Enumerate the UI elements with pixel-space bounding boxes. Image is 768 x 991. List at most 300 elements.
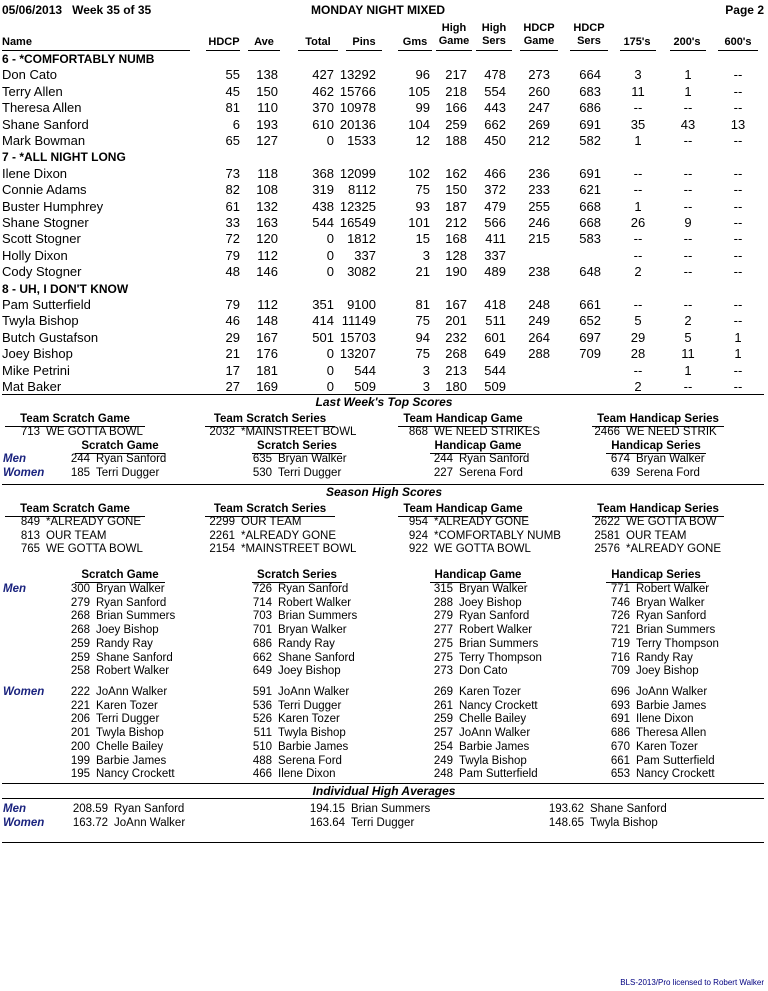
bowler-row [0, 264, 768, 280]
stat-cell: 75 [415, 346, 430, 362]
score-value: 714 [252, 596, 272, 609]
bowler-or-team-name: Terri Dugger [351, 817, 415, 829]
bowler-or-team-name: Don Cato [459, 665, 508, 678]
score-entry [244, 727, 346, 740]
stat-cell: 438 [312, 198, 334, 214]
section-rule [2, 842, 764, 843]
stat-cell: 104 [408, 116, 430, 132]
score-entry [68, 803, 184, 816]
stat-cell: 55 [225, 67, 240, 83]
stat-cell: 544 [354, 362, 376, 378]
bowler-name: Joey Bishop [2, 346, 73, 362]
stat-cell: 0 [326, 264, 334, 280]
bowler-or-team-name: Barbie James [459, 740, 530, 753]
score-value: 275 [433, 637, 453, 650]
stat-cell: 163 [256, 215, 278, 230]
bowler-name: Scott Stogner [2, 231, 81, 247]
score-value: 258 [70, 665, 90, 678]
score-entry [588, 543, 721, 556]
bowler-name: Pam Sutterfield [2, 297, 91, 312]
bowler-or-team-name: Serena Ford [636, 467, 700, 479]
score-entry [425, 727, 530, 740]
license-footer: BLS-2013/Pro licensed to Robert Walker [620, 978, 764, 987]
score-value: 924 [408, 529, 428, 542]
stat-cell: 249 [528, 313, 550, 329]
bowler-or-team-name: Randy Ray [636, 651, 693, 664]
column-header [398, 36, 432, 49]
stat-cell: 213 [445, 362, 467, 378]
column-header-text: HDCP [208, 36, 240, 48]
score-entry [62, 624, 159, 637]
stat-cell: 489 [484, 264, 506, 280]
individual-header: Handicap Series [606, 440, 706, 454]
stat-cell: 264 [528, 329, 550, 345]
stat-cell: 236 [528, 165, 550, 181]
bowler-or-team-name: *COMFORTABLY NUMB [434, 529, 561, 542]
score-value: 662 [252, 651, 272, 664]
stat-cell: 501 [312, 329, 334, 345]
bowler-or-team-name: JoAnn Walker [96, 686, 168, 698]
section-title: Last Week's Top Scores [315, 395, 453, 409]
bowler-or-team-name: Brian Summers [278, 610, 358, 623]
score-value: 771 [610, 583, 630, 595]
score-value: 536 [252, 699, 272, 712]
score-entry [205, 516, 302, 529]
bowler-or-team-name: OUR TEAM [626, 529, 687, 542]
score-entry [600, 624, 715, 637]
stat-cell: 662 [484, 116, 506, 132]
score-entry [68, 817, 185, 830]
score-value: 868 [408, 426, 428, 438]
score-entry [425, 453, 529, 466]
stat-cell: 621 [579, 182, 601, 198]
bowler-or-team-name: WE GOTTA BOW [626, 516, 717, 528]
score-entry [244, 453, 347, 466]
team-row [0, 281, 768, 297]
stat-cell: 411 [485, 231, 506, 247]
stat-cell: -- [633, 182, 643, 198]
column-header [620, 36, 654, 49]
bowler-or-team-name: Terri Dugger [96, 467, 160, 479]
bowler-or-team-name: Randy Ray [278, 637, 335, 650]
bowler-or-team-name: Bryan Walker [636, 596, 705, 609]
team-header: Team Handicap Game [398, 413, 528, 427]
stat-cell: 319 [312, 182, 334, 198]
bowler-row [0, 67, 768, 83]
bowler-or-team-name: Theresa Allen [636, 727, 707, 740]
score-value: 275 [433, 651, 453, 664]
stat-cell: 43 [680, 116, 696, 132]
score-value: 2154 [209, 543, 235, 555]
bowler-row [0, 231, 768, 247]
bowler-or-team-name: Terry Thompson [636, 637, 719, 650]
stat-cell: 269 [528, 116, 550, 132]
score-value: 268 [70, 610, 90, 623]
score-value: 922 [408, 543, 428, 555]
score-entry [600, 610, 706, 623]
score-entry [205, 543, 356, 556]
stat-cell: 566 [484, 215, 506, 230]
individual-header: Handicap Series [606, 569, 706, 583]
bowler-or-team-name: Karen Tozer [459, 686, 521, 698]
score-entry [305, 817, 414, 830]
stat-cell: 75 [415, 182, 430, 198]
bowler-or-team-name: JoAnn Walker [636, 686, 708, 698]
stat-cell: 259 [445, 116, 467, 132]
stat-cell: 33 [225, 215, 240, 230]
bowler-or-team-name: Twyla Bishop [590, 817, 658, 829]
stat-cell: 127 [256, 133, 278, 148]
score-entry [62, 768, 175, 781]
stat-cell: 664 [579, 67, 601, 83]
score-value: 526 [252, 713, 272, 726]
stat-cell: 148 [256, 313, 278, 329]
stat-cell: -- [733, 379, 743, 394]
stat-cell: -- [733, 100, 743, 116]
stat-cell: 11 [631, 83, 645, 99]
stat-cell: 180 [445, 379, 467, 394]
score-value: 195 [70, 768, 90, 781]
stat-cell: 3 [422, 247, 430, 263]
stat-cell: 120 [256, 231, 278, 247]
stat-cell: 9100 [347, 297, 376, 312]
score-entry [600, 755, 715, 768]
bowler-row [0, 248, 768, 264]
stat-cell: 65 [225, 133, 240, 148]
stat-cell: 5 [634, 313, 642, 329]
column-header-line2: Game [523, 35, 555, 47]
bowler-or-team-name: Bryan Walker [636, 453, 705, 465]
score-value: 2622 [594, 516, 620, 528]
score-value: 148.65 [548, 817, 584, 829]
stat-cell: -- [633, 165, 643, 181]
score-entry [12, 516, 141, 529]
stat-cell: -- [683, 247, 693, 263]
score-value: 2576 [594, 543, 620, 555]
score-entry [600, 768, 715, 781]
stat-cell: 583 [579, 231, 601, 247]
stat-cell: 1 [634, 133, 642, 148]
bowler-or-team-name: Shane Sanford [590, 803, 667, 815]
report-week: Week 35 of 35 [72, 3, 152, 17]
bowler-name: Theresa Allen [2, 100, 82, 116]
column-header [346, 36, 382, 49]
stat-cell: 73 [225, 165, 240, 181]
bowler-or-team-name: Twyla Bishop [459, 754, 527, 767]
section-title: Season High Scores [325, 485, 443, 499]
bowler-or-team-name: OUR TEAM [46, 529, 107, 542]
score-value: 2581 [594, 529, 620, 542]
stat-cell: 0 [326, 231, 334, 247]
score-value: 193.62 [548, 803, 584, 815]
score-entry [425, 755, 527, 768]
score-entry [398, 543, 531, 556]
bowler-or-team-name: Karen Tozer [278, 713, 340, 726]
score-entry [588, 516, 717, 529]
stat-cell: -- [733, 198, 743, 214]
report-date-week [2, 3, 151, 17]
stat-cell: -- [683, 182, 693, 198]
score-entry [600, 583, 709, 596]
stat-cell: 668 [579, 215, 601, 230]
column-header [670, 36, 704, 49]
score-entry [600, 700, 706, 713]
column-header [436, 22, 472, 48]
stat-cell: 11 [681, 346, 695, 362]
score-value: 259 [433, 713, 453, 726]
score-value: 765 [20, 543, 40, 555]
team-name: 7 - *ALL NIGHT LONG [2, 150, 126, 165]
stat-cell: 212 [528, 133, 550, 148]
stat-cell: 168 [445, 231, 467, 247]
score-entry [205, 530, 336, 543]
stat-cell: 443 [484, 100, 506, 116]
stat-cell: 691 [579, 165, 601, 181]
stat-cell: 167 [445, 297, 467, 312]
score-value: 746 [610, 596, 630, 609]
stat-cell: 20136 [339, 116, 376, 132]
stat-cell: -- [733, 247, 743, 263]
bowler-or-team-name: Barbie James [636, 699, 707, 712]
stat-cell: 12 [415, 133, 430, 148]
stat-cell: 351 [312, 297, 334, 312]
bowler-or-team-name: Ryan Sanford [114, 803, 185, 815]
score-entry [62, 665, 169, 678]
stat-cell: 17 [225, 362, 240, 378]
stat-cell: 150 [445, 182, 467, 198]
score-entry [425, 597, 522, 610]
bowler-or-team-name: Joey Bishop [636, 665, 699, 678]
stat-cell: 28 [630, 346, 646, 362]
stat-cell: -- [633, 247, 643, 263]
stat-cell: 108 [256, 182, 278, 198]
stat-cell: 21 [225, 346, 240, 362]
team-name: 6 - *COMFORTABLY NUMB [2, 52, 155, 66]
score-entry [12, 543, 143, 556]
stat-cell: 6 [232, 116, 240, 132]
stat-cell: 13 [730, 116, 746, 132]
score-entry [425, 624, 532, 637]
column-header [520, 22, 558, 48]
team-header: Team Handicap Game [398, 503, 528, 517]
score-entry [588, 530, 687, 543]
bowler-name: Twyla Bishop [2, 313, 79, 329]
bowler-row [0, 84, 768, 100]
score-value: 466 [252, 768, 272, 781]
score-value: 691 [610, 713, 630, 726]
score-value: 244 [433, 453, 453, 465]
stat-cell: -- [683, 379, 693, 394]
bowler-or-team-name: Ryan Sanford [636, 610, 707, 623]
stat-cell: 255 [528, 198, 550, 214]
stat-cell: 509 [484, 379, 506, 394]
score-entry [600, 727, 706, 740]
individual-header: Handicap Game [430, 440, 526, 454]
column-header-line2: Game [438, 35, 470, 47]
stat-cell: 61 [225, 198, 240, 214]
stat-cell: -- [733, 215, 743, 230]
column-header [476, 22, 512, 48]
stat-cell: 466 [484, 165, 506, 181]
team-header: Team Scratch Series [205, 503, 335, 517]
score-entry [600, 741, 698, 754]
stat-cell: 0 [326, 379, 334, 394]
bowler-or-team-name: WE GOTTA BOWL [46, 426, 143, 438]
stat-cell: 246 [528, 215, 550, 230]
score-value: 591 [252, 686, 272, 698]
score-value: 686 [252, 637, 272, 650]
stat-cell: 709 [579, 346, 601, 362]
women-label: Women [3, 817, 45, 829]
score-value: 200 [70, 740, 90, 753]
stat-cell: 1 [684, 67, 692, 83]
stat-cell: -- [683, 133, 693, 148]
score-value: 813 [20, 529, 40, 542]
bowler-name: Cody Stogner [2, 264, 82, 280]
bowler-or-team-name: JoAnn Walker [459, 727, 531, 740]
stat-cell: 450 [484, 133, 506, 148]
score-entry [244, 713, 340, 726]
stat-cell: 1533 [347, 133, 376, 148]
bowler-name: Butch Gustafson [2, 329, 99, 345]
stat-cell: 48 [225, 264, 240, 280]
score-entry [305, 803, 430, 816]
score-value: 649 [252, 665, 272, 678]
stat-cell: 215 [528, 231, 550, 247]
stat-cell: 368 [312, 165, 334, 181]
stat-cell: 648 [579, 264, 601, 280]
stat-cell: 187 [445, 198, 467, 214]
stat-cell: -- [683, 231, 693, 247]
column-header-text: Pins [352, 36, 376, 48]
stat-cell: 686 [579, 100, 601, 116]
bowler-name: Mark Bowman [2, 133, 86, 148]
stat-cell: 217 [445, 67, 467, 83]
stat-cell: 13292 [339, 67, 376, 83]
score-entry [425, 713, 526, 726]
stat-cell: 697 [579, 329, 601, 345]
bowler-or-team-name: Brian Summers [96, 610, 176, 623]
column-header-line2: Sers [482, 35, 506, 47]
score-entry [62, 700, 158, 713]
bowler-or-team-name: Bryan Walker [278, 624, 347, 637]
bowler-name: Holly Dixon [2, 247, 68, 263]
stat-cell: 12325 [339, 198, 376, 214]
bowler-or-team-name: Barbie James [96, 754, 167, 767]
column-header [718, 36, 758, 49]
score-value: 2466 [594, 426, 620, 438]
bowler-name: Shane Stogner [2, 215, 89, 230]
stat-cell: 3082 [347, 264, 376, 280]
men-label: Men [3, 803, 26, 815]
bowler-row [0, 117, 768, 133]
stat-cell: 288 [528, 346, 550, 362]
stat-cell: -- [683, 198, 693, 214]
bowler-row [0, 100, 768, 116]
team-header: Team Scratch Game [5, 413, 145, 427]
stat-cell: 29 [225, 329, 240, 345]
women-label: Women [3, 686, 45, 698]
column-header-line1: HDCP [523, 22, 555, 34]
bowler-row [0, 346, 768, 362]
individual-header: Handicap Game [430, 569, 526, 583]
stat-cell: 190 [445, 264, 467, 280]
score-entry [244, 610, 357, 623]
bowler-or-team-name: Bryan Walker [96, 583, 165, 595]
stat-cell: 462 [312, 83, 334, 99]
bowler-or-team-name: Ryan Sanford [96, 453, 167, 465]
score-value: 510 [252, 740, 272, 753]
stat-cell: 5 [684, 329, 692, 345]
team-row [0, 149, 768, 165]
bowler-name: Mat Baker [2, 379, 62, 394]
stat-cell: -- [683, 165, 693, 181]
stat-cell: 268 [445, 346, 467, 362]
stat-cell: -- [633, 297, 643, 312]
score-value: 199 [70, 754, 90, 767]
score-entry [62, 727, 164, 740]
section-title: Individual High Averages [312, 784, 456, 798]
bowler-or-team-name: Robert Walker [96, 665, 170, 678]
score-value: 221 [70, 699, 90, 712]
column-header-line1: High [441, 22, 467, 34]
stat-cell: 75 [415, 313, 430, 329]
score-value: 716 [610, 651, 630, 664]
bowler-or-team-name: Robert Walker [278, 596, 352, 609]
column-header-line1: HDCP [573, 22, 605, 34]
stat-cell: 661 [579, 297, 601, 312]
bowler-or-team-name: Serena Ford [278, 754, 342, 767]
stat-cell: 72 [225, 231, 240, 247]
bowler-name: Mike Petrini [2, 362, 70, 378]
stat-cell: 132 [256, 198, 278, 214]
score-value: 254 [433, 740, 453, 753]
score-value: 300 [70, 583, 90, 595]
stat-cell: 162 [445, 165, 467, 181]
stat-cell: -- [683, 297, 693, 312]
bowler-or-team-name: WE NEED STRIKES [434, 426, 541, 438]
score-entry [244, 700, 341, 713]
stat-cell: 370 [312, 100, 334, 116]
stat-cell: 15 [415, 231, 430, 247]
bowler-row [0, 313, 768, 329]
score-entry [600, 638, 719, 651]
stat-cell: 691 [579, 116, 601, 132]
column-header [206, 36, 242, 49]
score-value: 248 [433, 768, 453, 781]
score-entry [244, 741, 348, 754]
column-header-line1: High [481, 22, 507, 34]
stat-cell: 337 [354, 247, 376, 263]
column-header-text: Total [305, 36, 331, 48]
score-value: 163.72 [72, 817, 108, 829]
page-number: Page 2 [725, 3, 764, 17]
stat-cell: 238 [528, 264, 550, 280]
score-entry [62, 686, 167, 699]
stat-cell: 26 [630, 215, 646, 230]
score-entry [425, 610, 529, 623]
score-entry [540, 817, 658, 830]
score-value: 277 [433, 624, 453, 637]
stat-cell: 1 [734, 346, 742, 362]
stat-cell: -- [633, 362, 643, 378]
stat-cell: 11149 [341, 313, 376, 329]
stat-cell: 2 [634, 264, 642, 280]
stat-cell: 79 [225, 297, 240, 312]
score-value: 701 [252, 624, 272, 637]
score-value: 194.15 [309, 803, 345, 815]
score-value: 206 [70, 713, 90, 726]
